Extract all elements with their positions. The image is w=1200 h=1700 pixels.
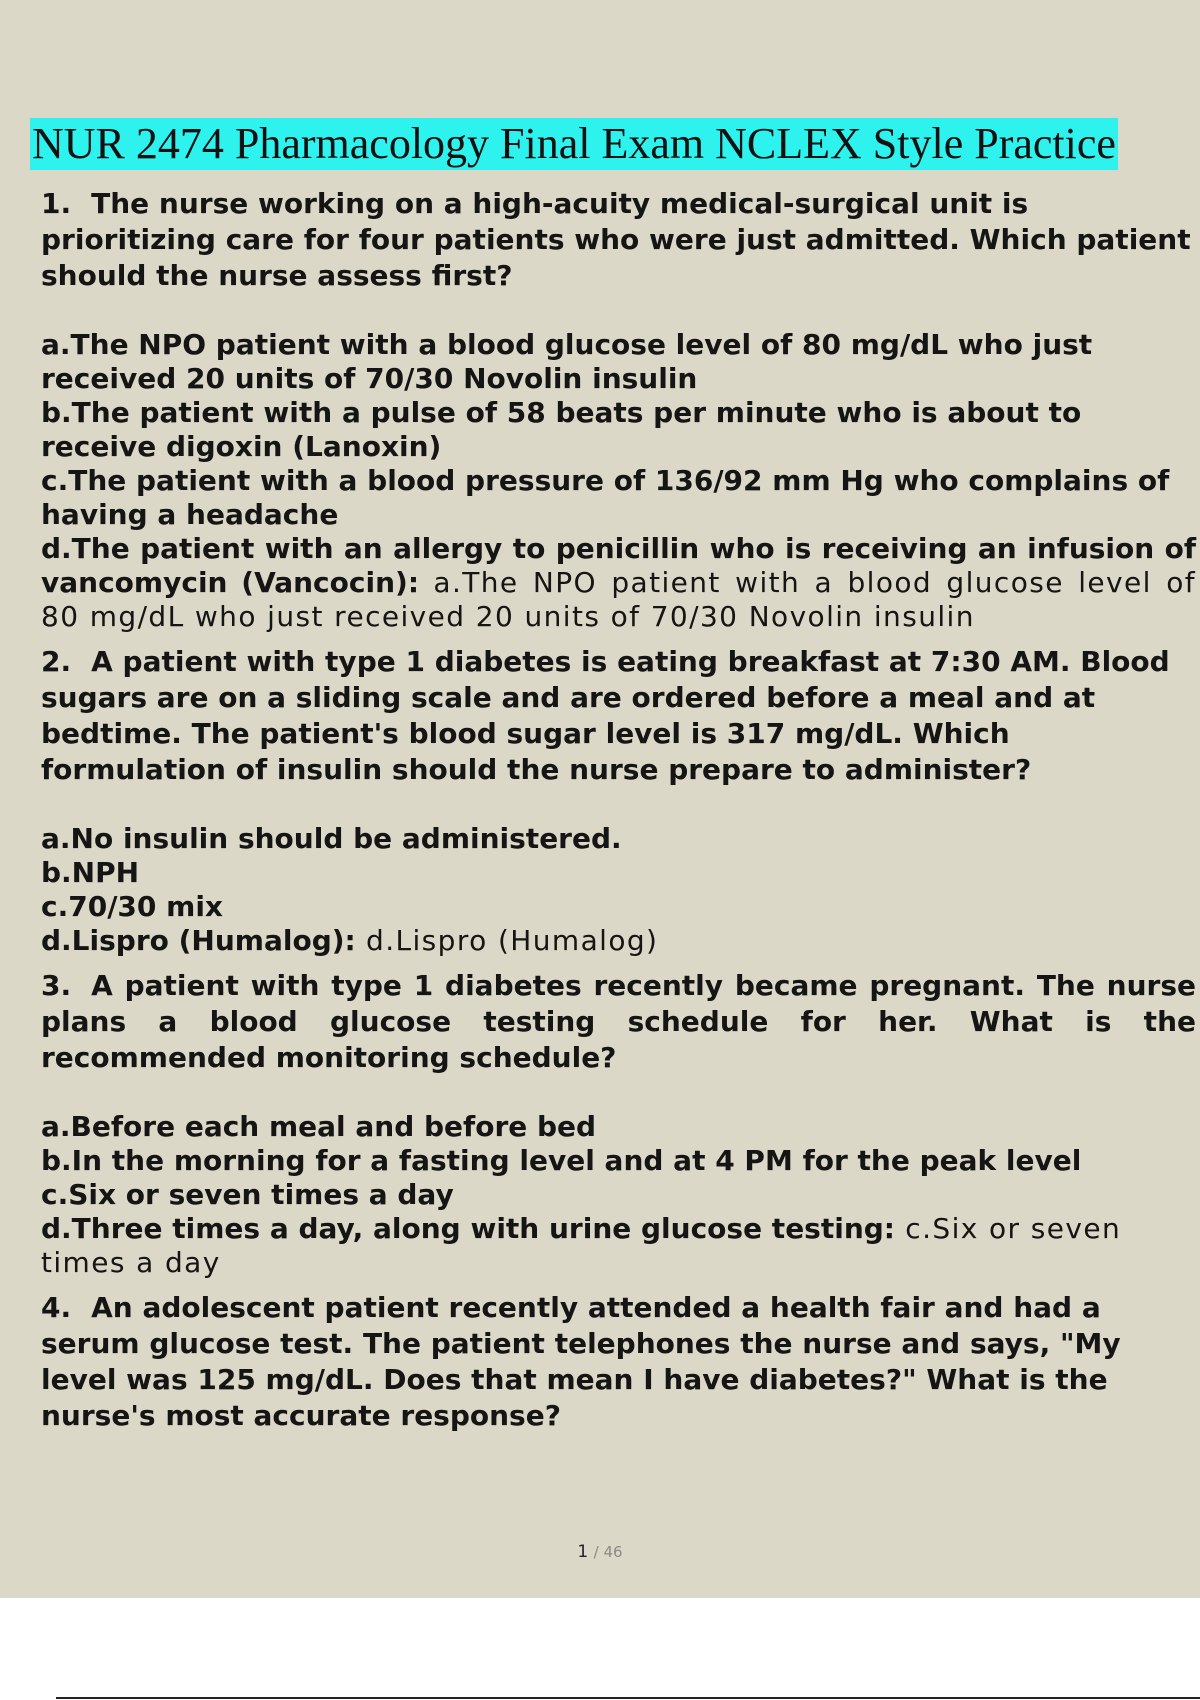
question-2	[41, 644, 1196, 958]
question-stem: The nurse working on a high-acuity medical-surgical unit is prioritizing care for four patients who were just admitted. Which patient should the nurse assess first?	[41, 187, 1191, 292]
question-text	[41, 968, 1196, 1076]
option-d-text: d.The patient with an allergy to penicillin who is receiving an infusion of vancomycin (Vancocin):	[41, 532, 1196, 599]
page-divider	[56, 1697, 1200, 1699]
option-c: c.70/30 mix	[41, 890, 223, 923]
question-text	[41, 186, 1196, 294]
page-current: 1	[577, 1542, 589, 1562]
option-c: c.The patient with a blood pressure of 136/92 mm Hg who complains of having a headache	[41, 464, 1170, 531]
question-number: 4.	[41, 1291, 72, 1324]
option-a: a.No insulin should be administered.	[41, 822, 622, 855]
option-b: b.In the morning for a fasting level and at 4 PM for the peak level	[41, 1144, 1082, 1177]
option-a: a.The NPO patient with a blood glucose level of 80 mg/dL who just received 20 units of 70/30 Novolin insulin	[41, 328, 1093, 395]
answer-text: d.Lispro (Humalog)	[355, 924, 659, 957]
option-d-text: d.Three times a day, along with urine glucose testing:	[41, 1212, 895, 1245]
question-1	[41, 186, 1196, 634]
option-d	[41, 924, 1196, 958]
option-d	[41, 532, 1196, 634]
option-d-text: d.Lispro (Humalog):	[41, 924, 356, 957]
page-total: / 46	[593, 1543, 623, 1561]
question-text	[41, 644, 1196, 788]
question-stem: A patient with type 1 diabetes recently became pregnant. The nurse plans a blood glucose testing schedule for her. What is the recommended monitoring schedule?	[41, 969, 1196, 1074]
option-b: b.The patient with a pulse of 58 beats per minute who is about to receive digoxin (Lanoxin)	[41, 396, 1082, 463]
question-number: 3.	[41, 969, 72, 1002]
question-3	[41, 968, 1196, 1280]
question-number: 1.	[41, 187, 72, 220]
question-text	[41, 1290, 1196, 1434]
option-d	[41, 1212, 1196, 1280]
answer-text: a.The NPO patient with a blood glucose level of 80 mg/dL who just received 20 units of 70/30 Novolin insulin	[41, 566, 1196, 633]
questions-content	[41, 186, 1196, 1444]
document-title: NUR 2474 Pharmacology Final Exam NCLEX Style Practice	[32, 119, 1116, 168]
question-4	[41, 1290, 1196, 1434]
page-indicator	[0, 1542, 1200, 1562]
option-a: a.Before each meal and before bed	[41, 1110, 597, 1143]
option-b: b.NPH	[41, 856, 140, 889]
question-number: 2.	[41, 645, 72, 678]
question-stem: An adolescent patient recently attended a health fair and had a serum glucose test. The patient telephones the nurse and says, "My level was 125 mg/dL. Does that mean I have diabetes?" What is the nurse's most accurate response?	[41, 1291, 1121, 1432]
option-c: c.Six or seven times a day	[41, 1178, 454, 1211]
question-stem: A patient with type 1 diabetes is eating breakfast at 7:30 AM. Blood sugars are on a sliding scale and are ordered before a meal and at bedtime. The patient's blood sugar level is 317 mg/dL. Which formulation of insulin should the nurse prepare to administer?	[41, 645, 1170, 786]
answer-text: c.Six or seven times a day	[41, 1212, 1122, 1279]
